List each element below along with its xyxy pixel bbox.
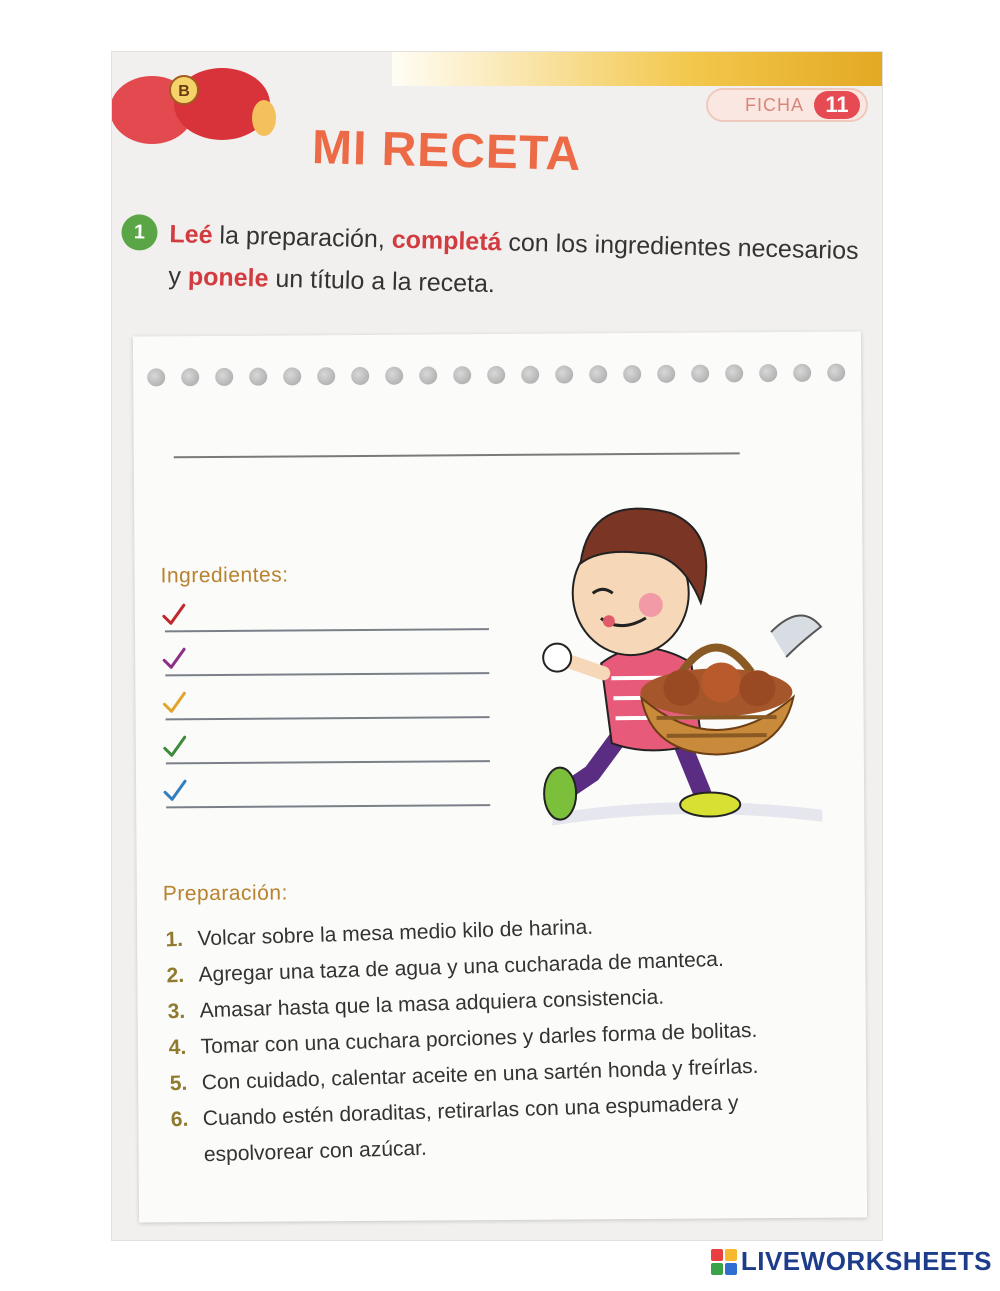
- liveworksheets-logo-icon: [711, 1249, 737, 1275]
- step-text: Cuando estén doraditas, retirarlas con una espumadera y espolvorear con azúcar.: [202, 1091, 739, 1167]
- step-text: Agregar una taza de agua y una cucharada de manteca.: [198, 947, 725, 987]
- spiral-hole: [385, 367, 403, 385]
- instruction-part-1: la preparación,: [212, 221, 393, 254]
- spiral-hole: [283, 367, 301, 385]
- spiral-hole: [351, 367, 369, 385]
- spiral-hole: [555, 365, 573, 383]
- step-number: 2.: [166, 963, 185, 988]
- spiral-hole: [725, 364, 743, 382]
- step-text: Tomar con una cuchara porciones y darles forma de bolitas.: [200, 1018, 758, 1059]
- keyword-completa: completá: [391, 225, 502, 257]
- badge-letter: B: [178, 83, 190, 100]
- ficha-label: FICHA: [745, 94, 804, 115]
- step-number: 6.: [170, 1107, 189, 1132]
- preparation-heading: Preparación:: [162, 881, 288, 906]
- step-number: 1.: [165, 927, 184, 952]
- spiral-holes: [147, 364, 851, 393]
- ficha-number: 11: [814, 91, 860, 119]
- keyword-lee: Leé: [169, 220, 213, 250]
- ingredients-list: [161, 598, 503, 820]
- step-number: 4.: [168, 1035, 187, 1060]
- check-icon: [162, 734, 188, 760]
- recipe-sheet: [133, 331, 867, 1222]
- ingredient-line: [166, 760, 490, 764]
- ingredient-line: [166, 804, 490, 808]
- instruction: [120, 212, 862, 314]
- spiral-hole: [249, 368, 267, 386]
- spiral-hole: [487, 366, 505, 384]
- spiral-hole: [759, 364, 777, 382]
- ingredient-blank[interactable]: [162, 774, 502, 820]
- ingredient-line: [165, 672, 489, 676]
- worksheet-page: [112, 52, 882, 1240]
- liveworksheets-footer[interactable]: [711, 1246, 992, 1277]
- step-number: 3.: [167, 999, 186, 1024]
- ingredient-blank[interactable]: [161, 642, 501, 688]
- instruction-number: 1: [121, 214, 158, 251]
- spiral-hole: [589, 365, 607, 383]
- ingredient-line: [166, 716, 490, 720]
- instruction-text: [168, 213, 862, 314]
- corner-decoration-icon: [112, 60, 292, 150]
- preparation-steps: [165, 902, 852, 1174]
- spiral-hole: [147, 368, 165, 386]
- ingredient-blank[interactable]: [161, 686, 501, 732]
- ingredient-blank[interactable]: [162, 730, 502, 776]
- page-title: MI RECETA: [311, 121, 583, 182]
- ingredient-blank[interactable]: [161, 598, 501, 644]
- spiral-hole: [181, 368, 199, 386]
- spiral-hole: [419, 366, 437, 384]
- top-color-band: [392, 52, 882, 86]
- check-icon: [161, 690, 187, 716]
- spiral-hole: [691, 365, 709, 383]
- step-number: 5.: [169, 1071, 188, 1096]
- step-text: Con cuidado, calentar aceite en una sartén honda y freírlas.: [201, 1054, 759, 1095]
- step-text: Volcar sobre la mesa medio kilo de harina.: [197, 915, 594, 951]
- spiral-hole: [215, 368, 233, 386]
- instruction-part-3: un título a la receta.: [268, 264, 496, 299]
- check-icon: [162, 778, 188, 804]
- spiral-hole: [317, 367, 335, 385]
- spiral-hole: [623, 365, 641, 383]
- check-icon: [161, 602, 187, 628]
- boy-with-basket-illustration: [530, 492, 832, 834]
- spiral-hole: [827, 364, 845, 382]
- step-text: Amasar hasta que la masa adquiera consistencia.: [199, 985, 665, 1023]
- instruction-part-2: con los ingredientes necesarios y: [168, 228, 859, 291]
- ingredient-line: [165, 628, 489, 632]
- spiral-hole: [453, 366, 471, 384]
- brand-name: LIVEWORKSHEETS: [740, 1246, 992, 1276]
- check-icon: [161, 646, 187, 672]
- keyword-ponele: ponele: [187, 262, 269, 293]
- ficha-badge: [706, 88, 868, 122]
- ingredients-heading: Ingredientes:: [160, 563, 289, 588]
- recipe-title-blank[interactable]: [174, 452, 740, 458]
- spiral-hole: [793, 364, 811, 382]
- spiral-hole: [521, 366, 539, 384]
- spiral-hole: [657, 365, 675, 383]
